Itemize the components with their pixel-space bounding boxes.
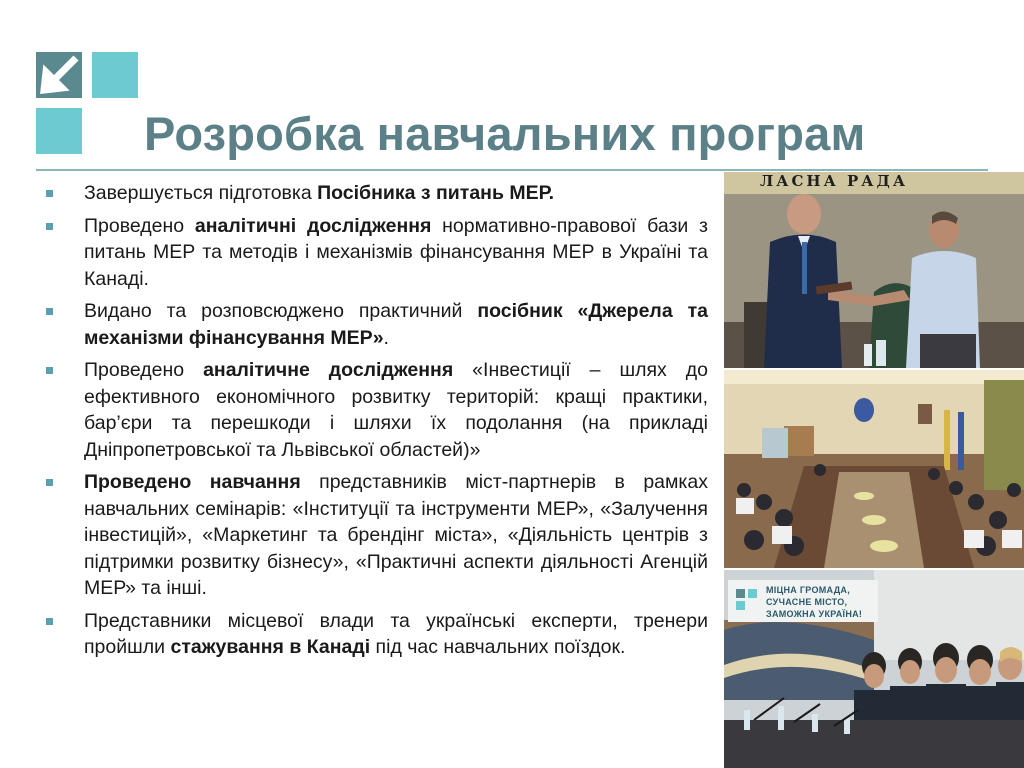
bullet-bold-text: посібник «Джерела та механізми фінансування МЕР» [84,300,708,349]
bullet-list [46,180,708,667]
banner-logo-icon [736,589,758,611]
square-bullet-icon [46,190,53,197]
title-divider [36,169,988,171]
logo-square-arrow [36,52,82,98]
photo-handshake [724,172,1024,368]
bullet-bold-text: аналітичне дослідження [203,359,454,381]
bullet-run-text: під час навчальних поїздок. [370,636,626,658]
bullet-run-text: «Інвестиції – шлях до ефективного економічного розвитку територій: кращі практики, бар’єри та перешкоди і шляхи їх подолання (на прикладі Дніпропетровської та Львівської областей)» [84,359,708,461]
bullet-bold-text: стажування в Канаді [170,636,371,658]
bullet-text [84,182,554,204]
bullet-item [46,298,708,351]
bullet-run-text: Проведено [84,214,195,237]
photo-conference-hall [724,370,1024,568]
bullet-run-text: . [383,326,389,349]
bullet-text [84,215,708,290]
bullet-run-text: Завершується підготовка [84,182,318,204]
bullet-bold-text: Посібника з питань МЕР. [317,182,555,204]
bullet-text [84,610,708,659]
photo-conference-illustration [724,370,1024,568]
seminar-banner [728,580,878,622]
bullet-run-text: Представники місцевої влади та українські експерти, тренери пройшли [84,609,708,658]
logo [36,52,140,156]
bullet-item [46,608,708,661]
bullet-item [46,357,708,463]
square-bullet-icon [46,618,53,625]
bullet-text [84,359,708,461]
arrow-icon [36,52,82,98]
bullet-text [84,300,708,349]
bullet-run-text: нормативно-правової бази з питань МЕР та методів і механізмів фінансування МЕР в Україні та Канаді. [84,214,708,290]
bullet-item [46,213,708,293]
slide-title: Розробка навчальних програм [144,107,866,160]
square-bullet-icon [46,479,53,486]
bullet-run-text: представників міст-партнерів в рамках навчальних семінарів: «Інституції та інструменти МЕР», «Залучення інвестицій», «Маркетинг та брендінг міста», «Діяльність центрів з підтримки розвитку бізнесу», «Практичні аспекти діяльності Агенцій МЕР» та інші. [84,471,708,599]
square-bullet-icon [46,223,53,230]
photo-seminar [724,570,1024,768]
square-bullet-icon [46,367,53,374]
photo-handshake-illustration [724,172,1024,368]
bullet-item [46,469,708,602]
logo-square-bottom-left [36,108,82,154]
bullet-bold-text: Проведено навчання [84,471,301,493]
bullet-run-text: Проведено [84,359,204,381]
bullet-item [46,180,708,207]
bullet-run-text: Видано та розповсюджено практичний [84,300,478,322]
banner-slogan: МІЦНА ГРОМАДА, СУЧАСНЕ МІСТО, ЗАМОЖНА УКРАЇНА! [766,585,863,619]
bullet-bold-text: аналітичні дослідження [194,214,432,237]
square-bullet-icon [46,308,53,315]
photo-sign-text: ЛАСНА РАДА [760,172,909,190]
logo-square-top-right [92,52,138,98]
bullet-text [84,471,708,599]
